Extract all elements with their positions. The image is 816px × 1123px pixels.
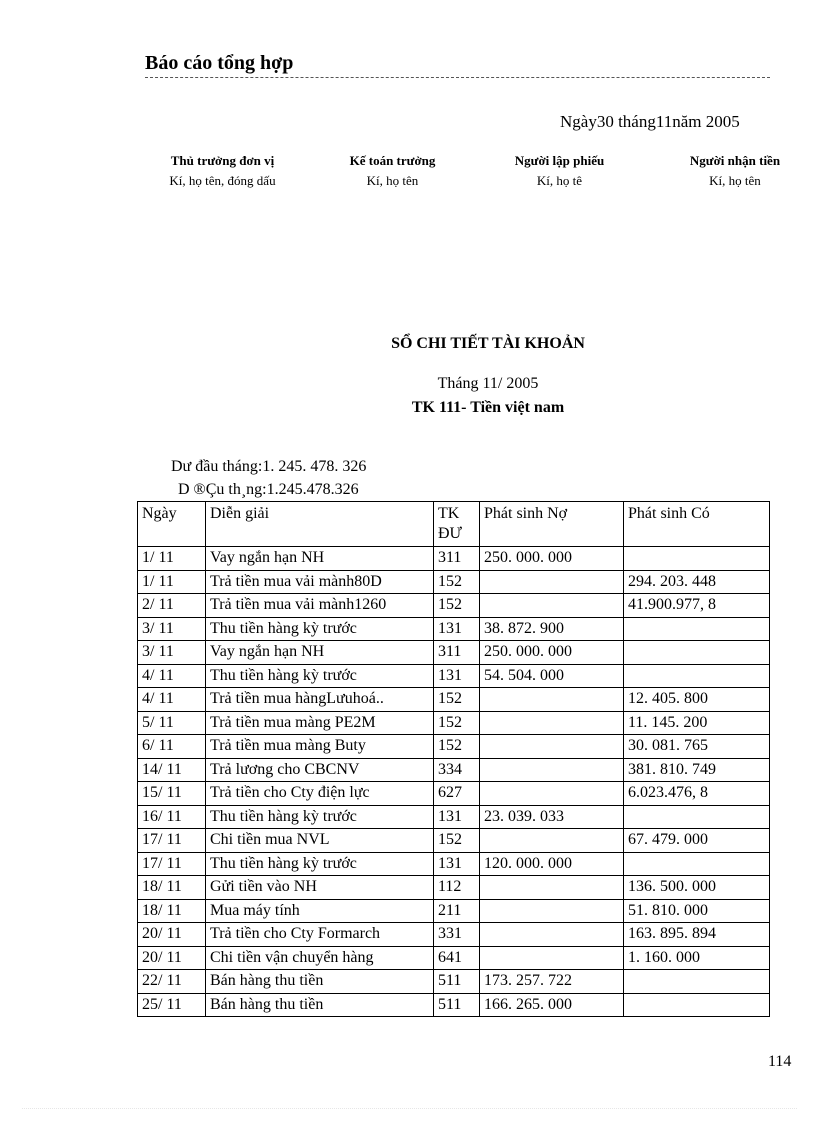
row-date: 1/ 11 — [138, 547, 206, 571]
column-header-date: Ngày — [138, 502, 206, 547]
column-header-description: Diễn giải — [206, 502, 434, 547]
row-debit — [480, 829, 624, 853]
row-account: 131 — [434, 852, 480, 876]
row-description: Trả lương cho CBCNV — [206, 758, 434, 782]
row-debit — [480, 735, 624, 759]
table-row — [138, 805, 770, 829]
row-debit: 250. 000. 000 — [480, 547, 624, 571]
row-date: 15/ 11 — [138, 782, 206, 806]
row-credit: 1. 160. 000 — [624, 946, 770, 970]
row-date: 5/ 11 — [138, 711, 206, 735]
row-date: 25/ 11 — [138, 993, 206, 1017]
row-credit: 11. 145. 200 — [624, 711, 770, 735]
row-account: 152 — [434, 688, 480, 712]
row-account: 152 — [434, 829, 480, 853]
row-date: 14/ 11 — [138, 758, 206, 782]
row-date: 4/ 11 — [138, 664, 206, 688]
row-account: 641 — [434, 946, 480, 970]
row-date: 2/ 11 — [138, 594, 206, 618]
row-date: 17/ 11 — [138, 829, 206, 853]
row-credit — [624, 547, 770, 571]
row-debit — [480, 758, 624, 782]
row-account: 131 — [434, 664, 480, 688]
ledger-title: SỔ CHI TIẾT TÀI KHOẢN — [391, 335, 585, 352]
signature-role: Người nhận tiền — [689, 153, 781, 168]
row-credit — [624, 993, 770, 1017]
row-description: Bán hàng thu tiền — [206, 993, 434, 1017]
row-debit — [480, 570, 624, 594]
row-date: 3/ 11 — [138, 617, 206, 641]
signature-block-chief-accountant — [315, 151, 470, 191]
table-row — [138, 594, 770, 618]
ledger-month: Tháng 11/ 2005 — [437, 375, 539, 392]
row-account: 152 — [434, 570, 480, 594]
report-date: Ngày30 tháng11năm 2005 — [560, 112, 740, 131]
balance-garbled-line: D ®Çu th¸ng:1.245.478.326 — [178, 481, 359, 498]
row-credit: 6.023.476, 8 — [624, 782, 770, 806]
signature-role: Thủ trưởng đơn vị — [170, 153, 275, 168]
column-header-credit: Phát sinh Có — [624, 502, 770, 547]
column-header-debit: Phát sinh Nợ — [480, 502, 624, 547]
row-account: 131 — [434, 805, 480, 829]
row-description: Thu tiền hàng kỳ trước — [206, 852, 434, 876]
row-account: 311 — [434, 547, 480, 571]
row-date: 16/ 11 — [138, 805, 206, 829]
table-row — [138, 923, 770, 947]
row-credit — [624, 805, 770, 829]
page-number: 114 — [768, 1053, 792, 1070]
table-row — [138, 829, 770, 853]
row-description: Bán hàng thu tiền — [206, 970, 434, 994]
row-description: Trả tiền cho Cty Formarch — [206, 923, 434, 947]
table-row — [138, 688, 770, 712]
table-row — [138, 735, 770, 759]
table-row — [138, 758, 770, 782]
signature-note: Kí, họ tên, đóng dấu — [169, 173, 276, 188]
row-description: Trả tiền mua vải mành80D — [206, 570, 434, 594]
row-account: 152 — [434, 594, 480, 618]
row-debit — [480, 711, 624, 735]
row-description: Thu tiền hàng kỳ trước — [206, 617, 434, 641]
table-header-row — [138, 502, 770, 547]
row-description: Trả tiền mua hàngLưuhoá.. — [206, 688, 434, 712]
report-title: Báo cáo tổng hợp — [145, 52, 294, 74]
row-description: Chi tiền vận chuyển hàng — [206, 946, 434, 970]
row-date: 6/ 11 — [138, 735, 206, 759]
table-row — [138, 711, 770, 735]
row-account: 152 — [434, 735, 480, 759]
row-credit: 381. 810. 749 — [624, 758, 770, 782]
row-account: 131 — [434, 617, 480, 641]
table-row — [138, 852, 770, 876]
row-account: 334 — [434, 758, 480, 782]
header-divider — [145, 77, 770, 78]
row-credit — [624, 617, 770, 641]
row-debit — [480, 782, 624, 806]
row-debit: 38. 872. 900 — [480, 617, 624, 641]
signature-block-preparer — [487, 151, 632, 191]
column-header-account: TK ĐƯ — [434, 502, 480, 547]
row-credit — [624, 664, 770, 688]
row-date: 4/ 11 — [138, 688, 206, 712]
row-credit — [624, 970, 770, 994]
row-description: Vay ngắn hạn NH — [206, 547, 434, 571]
table-row — [138, 782, 770, 806]
row-account: 331 — [434, 923, 480, 947]
row-date: 3/ 11 — [138, 641, 206, 665]
table-row — [138, 570, 770, 594]
row-credit: 12. 405. 800 — [624, 688, 770, 712]
row-date: 1/ 11 — [138, 570, 206, 594]
row-description: Trả tiền mua màng PE2M — [206, 711, 434, 735]
row-description: Gửi tiền vào NH — [206, 876, 434, 900]
ledger-table — [137, 501, 770, 1017]
row-debit: 54. 504. 000 — [480, 664, 624, 688]
row-debit: 23. 039. 033 — [480, 805, 624, 829]
row-description: Thu tiền hàng kỳ trước — [206, 664, 434, 688]
row-date: 18/ 11 — [138, 899, 206, 923]
row-date: 20/ 11 — [138, 923, 206, 947]
ledger-account: TK 111- Tiền việt nam — [411, 399, 565, 416]
row-description: Chi tiền mua NVL — [206, 829, 434, 853]
table-row — [138, 617, 770, 641]
ledger-table-body — [138, 547, 770, 1017]
row-account: 627 — [434, 782, 480, 806]
signature-block-recipient — [660, 151, 810, 191]
row-account: 211 — [434, 899, 480, 923]
table-row — [138, 547, 770, 571]
table-row — [138, 899, 770, 923]
row-date: 18/ 11 — [138, 876, 206, 900]
row-debit — [480, 899, 624, 923]
row-credit — [624, 641, 770, 665]
row-debit — [480, 923, 624, 947]
row-debit — [480, 946, 624, 970]
row-account: 511 — [434, 993, 480, 1017]
row-debit — [480, 876, 624, 900]
signature-role: Người lập phiếu — [514, 153, 605, 168]
row-description: Vay ngắn hạn NH — [206, 641, 434, 665]
row-debit: 120. 000. 000 — [480, 852, 624, 876]
row-credit: 136. 500. 000 — [624, 876, 770, 900]
row-debit — [480, 688, 624, 712]
row-credit: 30. 081. 765 — [624, 735, 770, 759]
row-account: 511 — [434, 970, 480, 994]
row-credit: 51. 810. 000 — [624, 899, 770, 923]
footer-divider — [22, 1108, 797, 1109]
table-row — [138, 970, 770, 994]
row-credit: 294. 203. 448 — [624, 570, 770, 594]
signature-note: Kí, họ tên — [366, 173, 419, 188]
row-credit: 163. 895. 894 — [624, 923, 770, 947]
signature-role: Kế toán trưởng — [349, 153, 436, 168]
row-description: Trả tiền mua vải mành1260 — [206, 594, 434, 618]
row-description: Trả tiền mua màng Buty — [206, 735, 434, 759]
row-date: 22/ 11 — [138, 970, 206, 994]
row-account: 152 — [434, 711, 480, 735]
signature-note: Kí, họ tê — [536, 173, 583, 188]
row-credit: 67. 479. 000 — [624, 829, 770, 853]
row-account: 112 — [434, 876, 480, 900]
row-date: 17/ 11 — [138, 852, 206, 876]
row-credit: 41.900.977, 8 — [624, 594, 770, 618]
row-debit — [480, 594, 624, 618]
row-debit: 250. 000. 000 — [480, 641, 624, 665]
signature-block-unit-head — [140, 151, 305, 191]
table-row — [138, 946, 770, 970]
signature-note: Kí, họ tên — [709, 173, 761, 188]
row-account: 311 — [434, 641, 480, 665]
row-debit: 173. 257. 722 — [480, 970, 624, 994]
row-date: 20/ 11 — [138, 946, 206, 970]
table-row — [138, 664, 770, 688]
table-row — [138, 993, 770, 1017]
row-debit: 166. 265. 000 — [480, 993, 624, 1017]
opening-balance: Dư đầu tháng:1. 245. 478. 326 — [171, 458, 367, 475]
table-row — [138, 641, 770, 665]
row-description: Mua máy tính — [206, 899, 434, 923]
table-row — [138, 876, 770, 900]
row-description: Thu tiền hàng kỳ trước — [206, 805, 434, 829]
row-description: Trả tiền cho Cty điện lực — [206, 782, 434, 806]
row-credit — [624, 852, 770, 876]
